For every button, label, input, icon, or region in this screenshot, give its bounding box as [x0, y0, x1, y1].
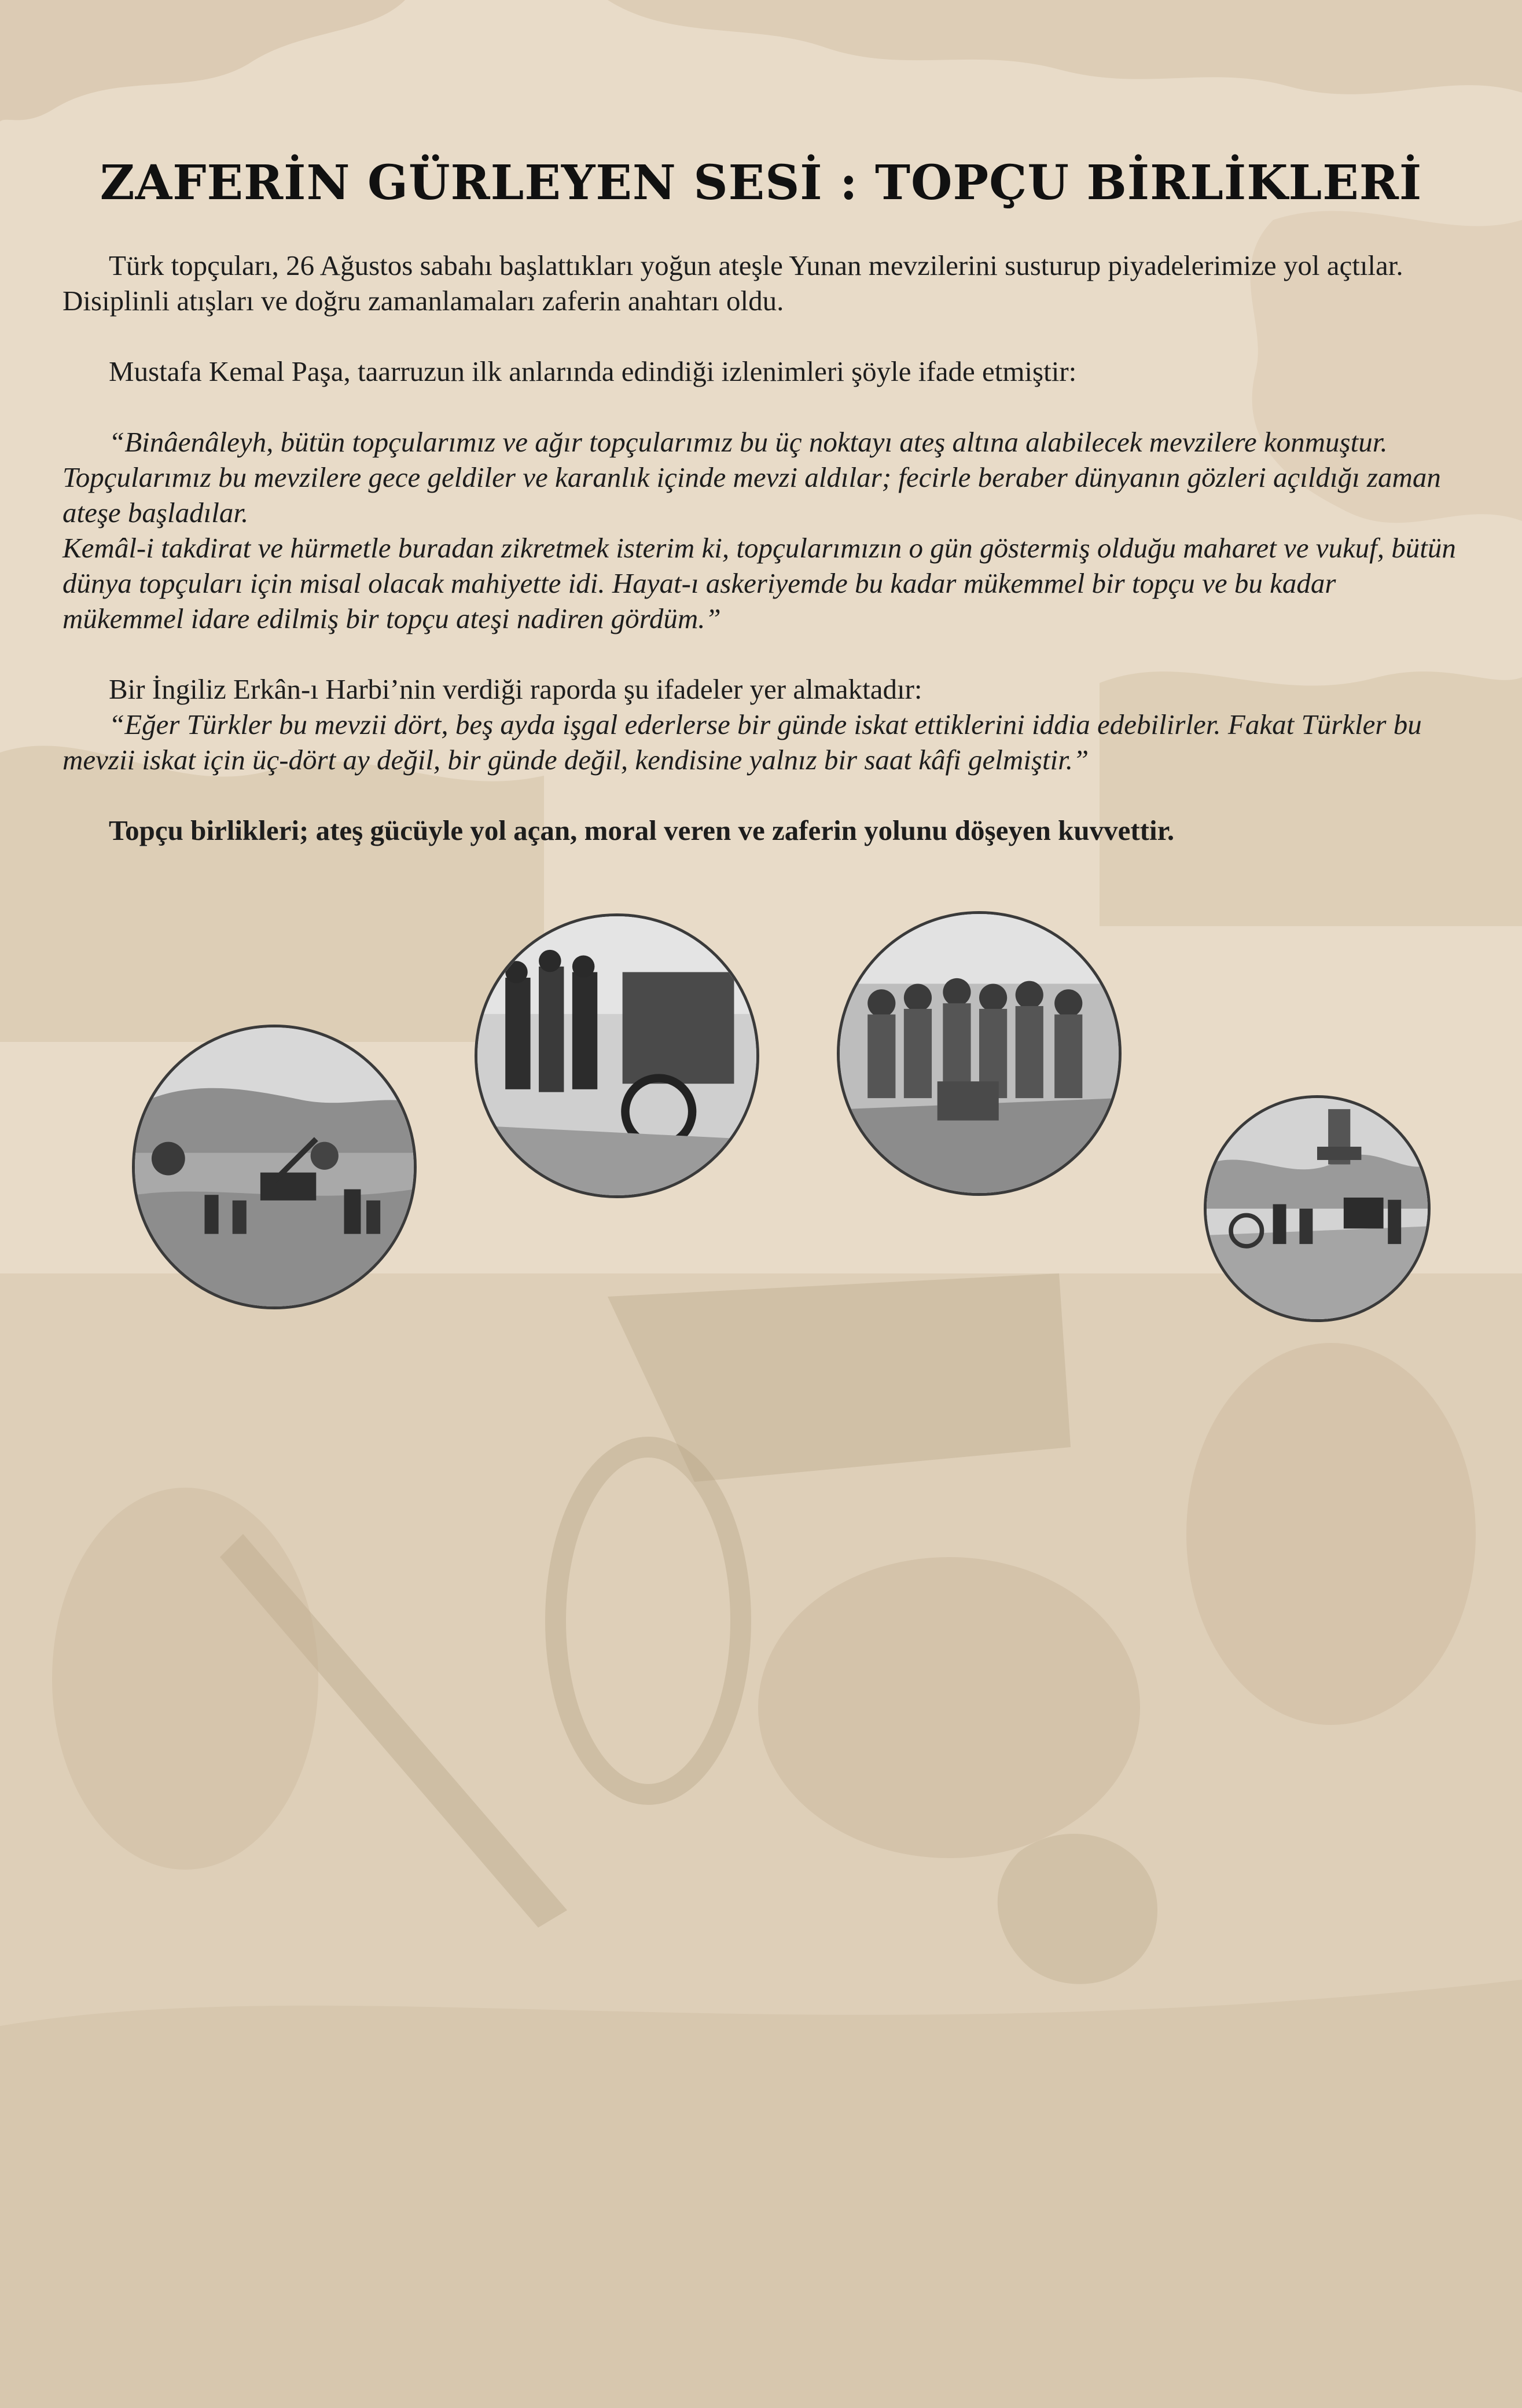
page-title: ZAFERİN GÜRLEYEN SESİ : TOPÇU BİRLİKLERİ: [100, 155, 1422, 211]
body-text: [63, 248, 1463, 848]
photo-soldiers-group: [837, 911, 1122, 1196]
british-report-quote: “Eğer Türkler bu mevzii dört, beş ayda işgal ederlerse bir günde iskat ettiklerini iddia edebilirler. Fakat Türkler bu mevzii iskat için üç-dört ay değil, bir günde değil, kendisine yalnız bir saat kâfi gelmiştir.”: [63, 709, 1422, 776]
intro-paragraph: Türk topçuları, 26 Ağustos sabahı başlattıkları yoğun ateşle Yunan mevzilerini susturup piyadelerimize yol açtılar. Disiplinli atışları ve doğru zamanlamaları zaferin anahtarı oldu.: [63, 249, 1403, 317]
photo-artillery-field: [132, 1025, 417, 1309]
mustafa-kemal-quote-2: Kemâl-i takdirat ve hürmetle buradan zikretmek isterim ki, topçularımızın o gün göstermiş olduğu maharet ve vukuf, bütün dünya topçuları için misal olacak mahiyette idi. Hayat-ı askeriyemde bu kadar mükemmel bir topçu ve bu kadar mükemmel idare edilmiş bir topçu ateşi nadiren gördüm.”: [63, 532, 1456, 634]
mustafa-kemal-intro: Mustafa Kemal Paşa, taarruzun ilk anlarında edindiği izlenimleri şöyle ifade etmiştir:: [109, 355, 1077, 387]
british-report-intro: Bir İngiliz Erkân-ı Harbi’nin verdiği raporda şu ifadeler yer almaktadır:: [109, 673, 922, 705]
mustafa-kemal-quote-1: “Binâenâleyh, bütün topçularımız ve ağır topçularımız bu üç noktayı ateş altına alabilecek mevzilere konmuştur. Topçularımız bu mevzilere gece geldiler ve karanlık içinde mevzi aldılar; fecirle beraber dünyanın gözleri açıldığı zaman ateşe başladılar.: [63, 426, 1441, 528]
photo-gun-position: [1204, 1095, 1431, 1322]
photo-artillery-crew: [475, 913, 759, 1198]
conclusion-paragraph: Topçu birlikleri; ateş gücüyle yol açan, moral veren ve zaferin yolunu döşeyen kuvvettir.: [109, 814, 1175, 846]
